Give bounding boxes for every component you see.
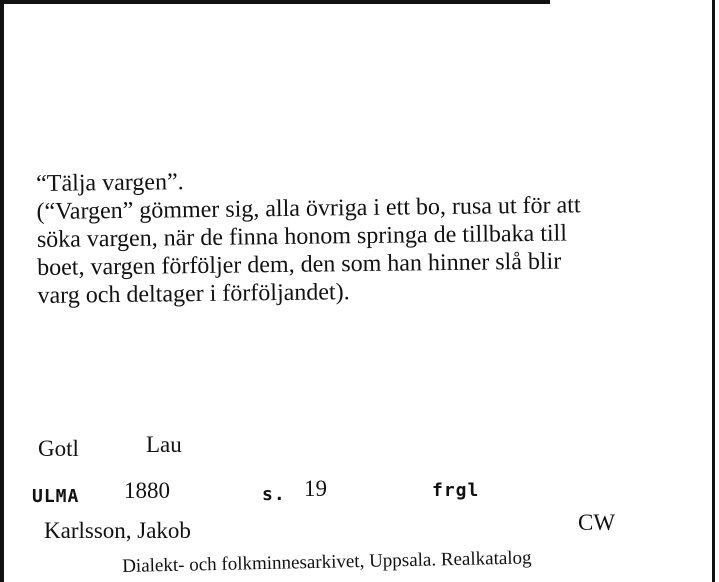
archive-footer: Dialekt- och folkminnesarkivet, Uppsala. Realkatalog (122, 547, 532, 577)
body-line-2: söka vargen, när de finna honom springa de tillbaka till (36, 220, 568, 253)
top-border (0, 0, 550, 4)
archive-field: ULMA (32, 486, 80, 507)
page-prefix: s. (262, 484, 286, 505)
card-body-text (36, 162, 678, 310)
body-line-title: “Tälja vargen”. (36, 169, 184, 197)
year-field: 1880 (124, 478, 170, 503)
initials-field: CW (578, 510, 616, 535)
body-line-4: varg och deltager i förföljandet). (37, 279, 350, 309)
right-border (712, 0, 715, 582)
left-border (0, 0, 4, 582)
body-line-3: boet, vargen förföljer dem, den som han hinner slå blir (37, 248, 562, 281)
body-line-1: (“Vargen” gömmer sig, alla övriga i ett bo, rusa ut för att (36, 192, 581, 225)
category-field: frgl (432, 480, 480, 501)
parish-field: Lau (146, 432, 182, 457)
region-field: Gotl (38, 436, 79, 461)
page-number: 19 (304, 476, 327, 501)
informant-field: Karlsson, Jakob (44, 518, 191, 543)
